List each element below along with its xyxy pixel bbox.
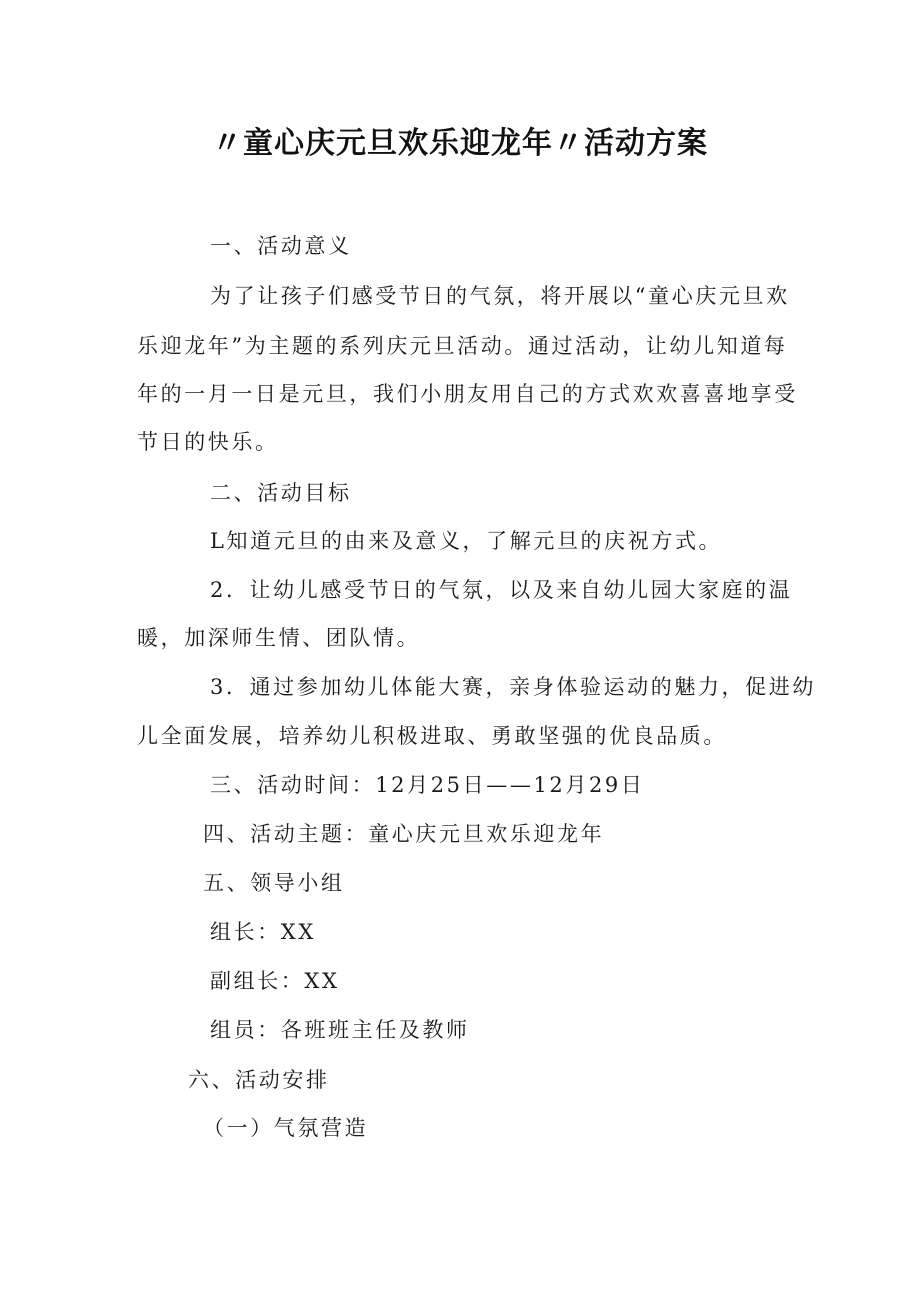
section-heading-arrangement: 六、活动安排	[188, 1068, 330, 1092]
goal-item-2: 2．让幼儿感受节日的气氛，以及来自幼儿园大家庭的温	[210, 578, 793, 602]
leader-line: 组长：XX	[210, 920, 316, 944]
deputy-leader-line: 副组长：XX	[210, 969, 340, 993]
paragraph-line: 乐迎龙年”为主题的系列庆元旦活动。通过活动，让幼儿知道每	[137, 334, 788, 358]
goal-item-3: 3．通过参加幼儿体能大赛，亲身体验运动的魅力，促进幼	[210, 675, 816, 699]
paragraph-line: 年的一月一日是元旦，我们小朋友用自己的方式欢欢喜喜地享受	[137, 382, 798, 406]
subsection-heading-atmosphere: （一）气氛营造	[203, 1116, 369, 1140]
section-heading-significance: 一、活动意义	[210, 234, 352, 258]
section-heading-time: 三、活动时间：12月25日——12月29日	[210, 773, 645, 797]
paragraph-line: 节日的快乐。	[137, 430, 279, 454]
paragraph-line: 儿全面发展，培养幼儿积极进取、勇敢坚强的优良品质。	[137, 724, 727, 748]
section-heading-leadership: 五、领导小组	[203, 871, 345, 895]
goal-item-1: L知道元旦的由来及意义，了解元旦的庆祝方式。	[210, 529, 723, 553]
members-line: 组员：各班班主任及教师	[210, 1018, 470, 1042]
section-heading-goals: 二、活动目标	[210, 481, 352, 505]
section-heading-theme: 四、活动主题：童心庆元旦欢乐迎龙年	[203, 822, 605, 846]
paragraph-line: 暖，加深师生情、团队情。	[137, 626, 421, 650]
document-title: 〃童心庆元旦欢乐迎龙年〃活动方案	[212, 126, 708, 161]
paragraph-line: 为了让孩子们感受节日的气氛，将开展以“童心庆元旦欢	[210, 284, 790, 308]
